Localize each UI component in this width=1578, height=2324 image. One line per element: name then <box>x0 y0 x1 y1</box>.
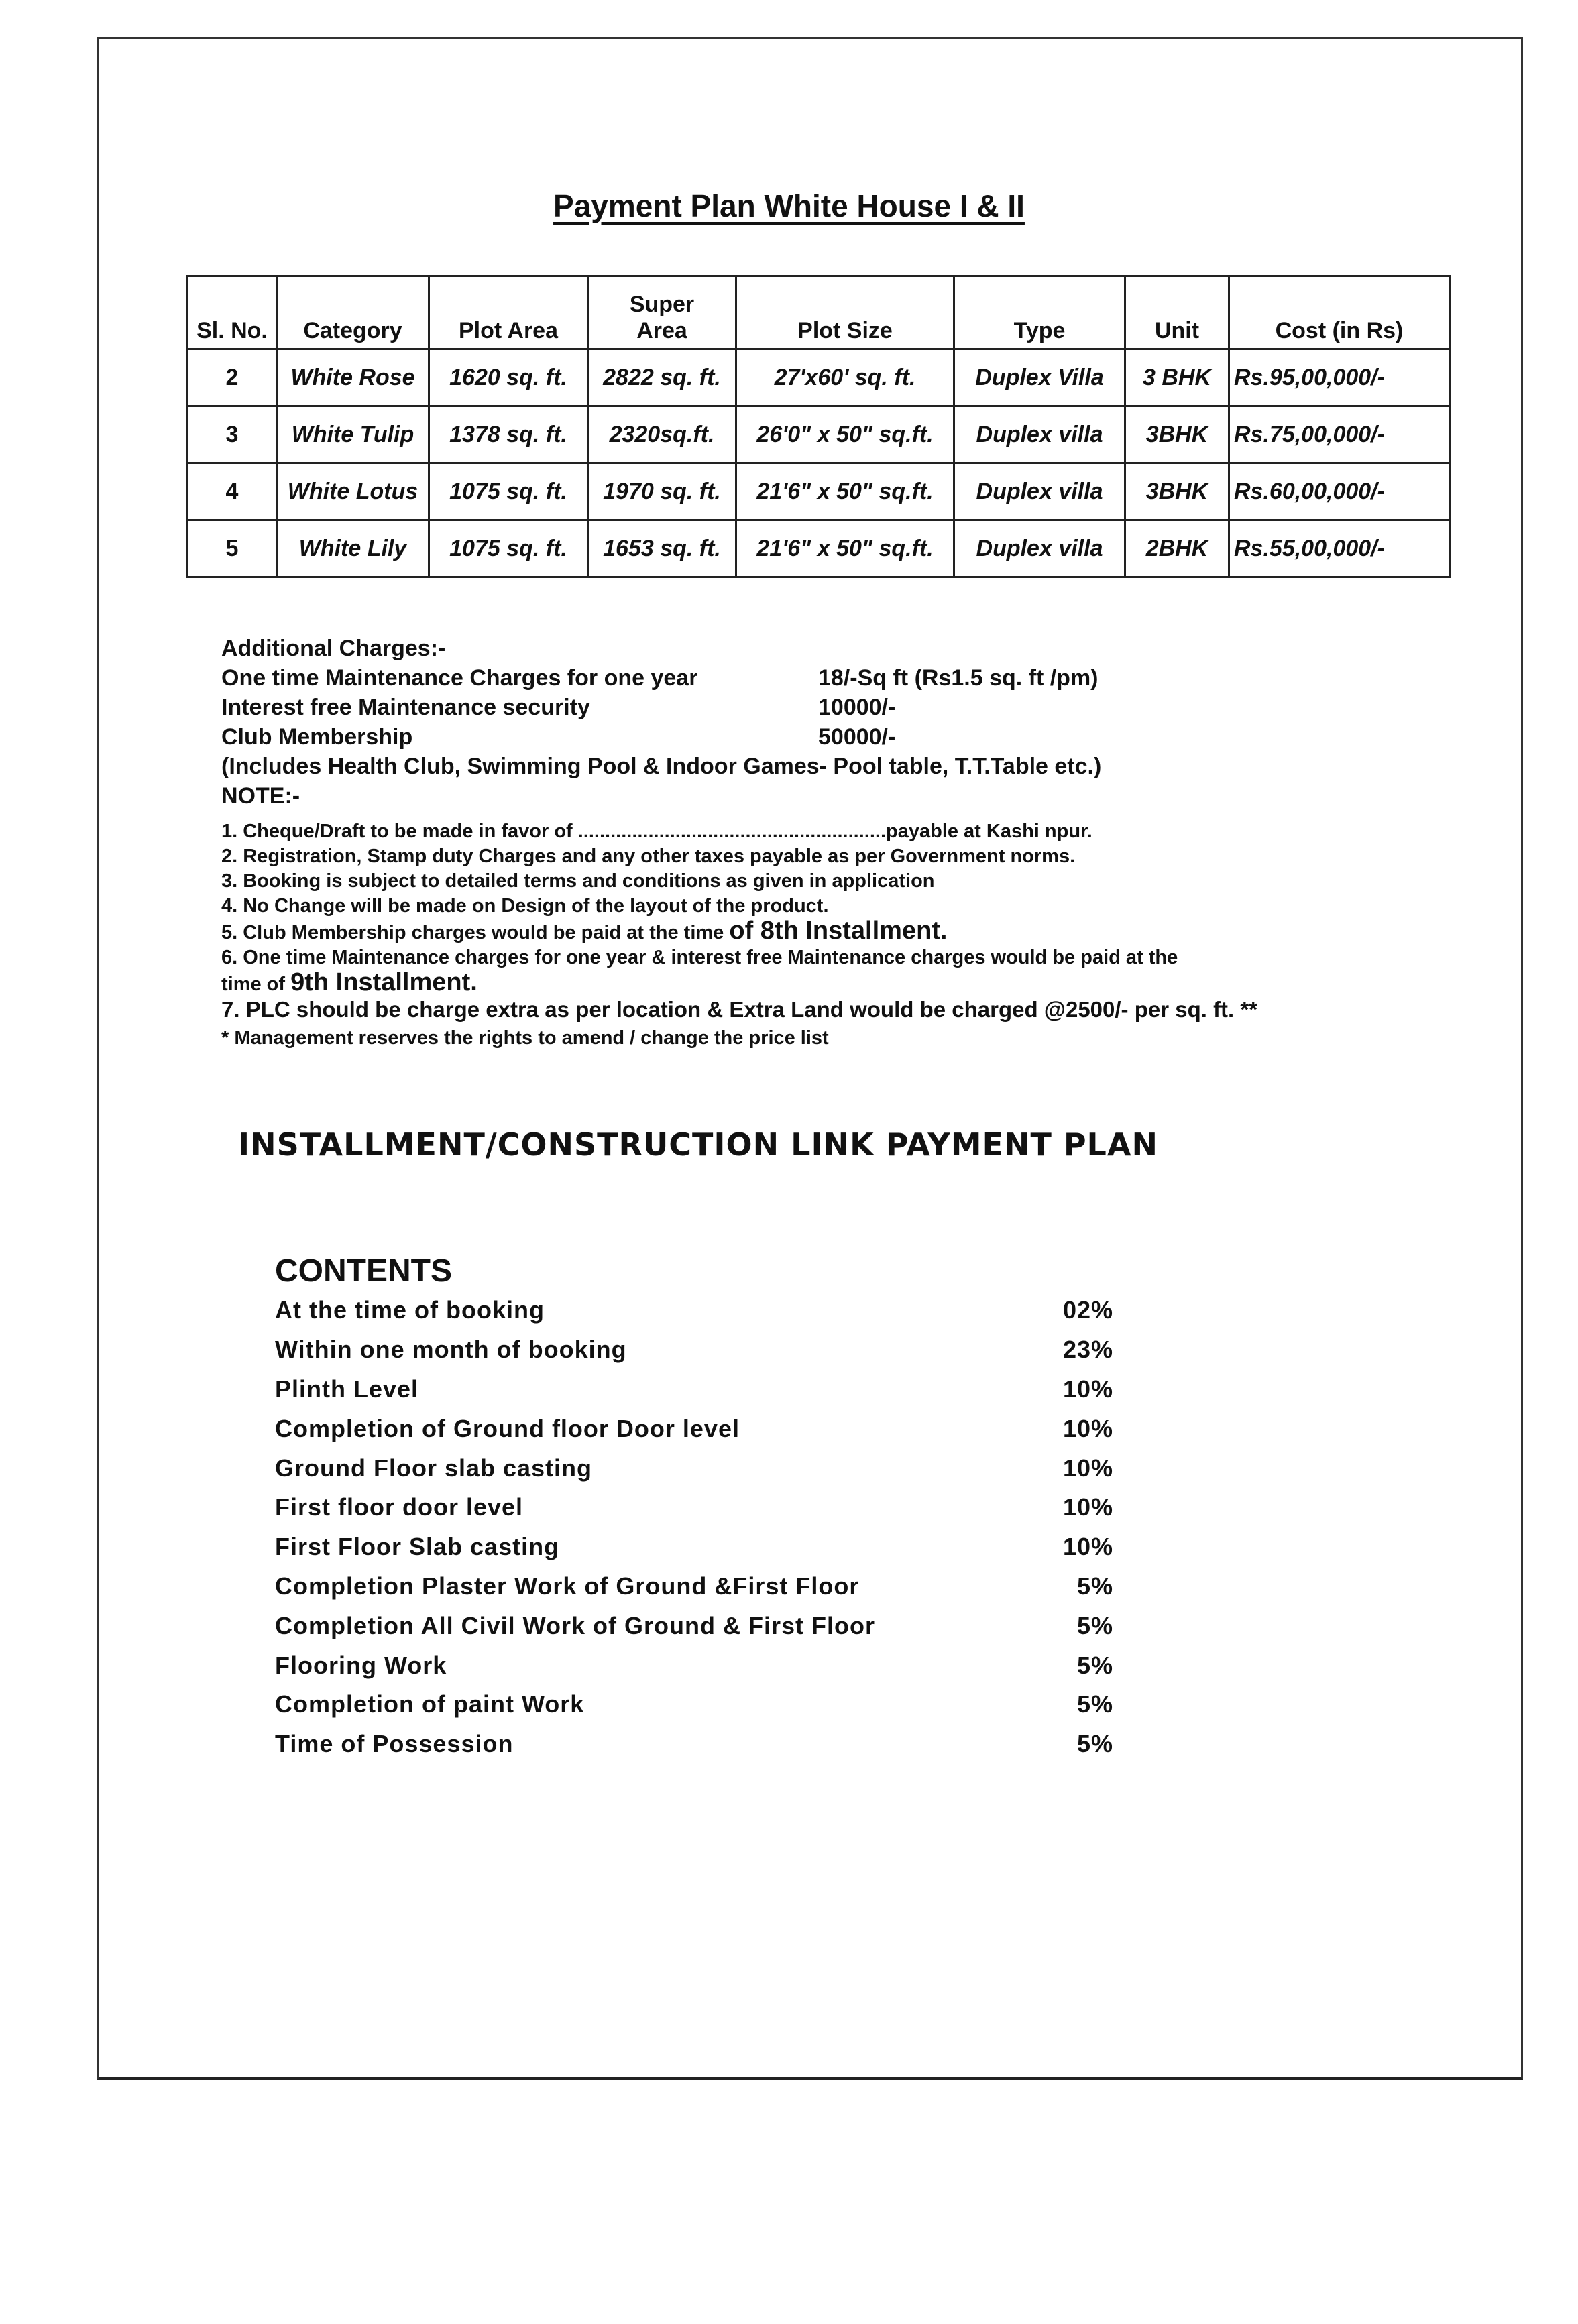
note-item: 3. Booking is subject to detailed terms and conditions as given in application <box>221 870 935 892</box>
cell-category: White Lotus <box>277 463 429 520</box>
contents-heading: CONTENTS <box>275 1253 452 1289</box>
list-item <box>275 1291 1113 1330</box>
cell-unit: 3 BHK <box>1125 349 1229 406</box>
cell-sl-no: 2 <box>188 349 277 406</box>
cell-category: White Tulip <box>277 406 429 463</box>
header-plot-size: Plot Size <box>736 276 954 349</box>
cell-cost: Rs.60,00,000/- <box>1229 463 1450 520</box>
cell-sl-no: 5 <box>188 520 277 577</box>
cell-cost: Rs.75,00,000/- <box>1229 406 1450 463</box>
stage-label: Completion of Ground floor Door level <box>275 1414 740 1442</box>
header-type: Type <box>954 276 1125 349</box>
cell-plot-area: 1075 sq. ft. <box>429 463 588 520</box>
charge-value: 10000/- <box>818 695 896 720</box>
stage-percent: 23% <box>1062 1336 1113 1364</box>
stage-label: Flooring Work <box>275 1651 447 1679</box>
cell-super-area: 2320sq.ft. <box>588 406 736 463</box>
cell-super-area: 1653 sq. ft. <box>588 520 736 577</box>
charge-row <box>221 722 1428 752</box>
header-plot-area: Plot Area <box>429 276 588 349</box>
header-cost: Cost (in Rs) <box>1229 276 1450 349</box>
stage-percent: 10% <box>1062 1533 1113 1561</box>
note-text: time of <box>221 974 291 995</box>
notes-heading: NOTE:- <box>221 783 300 809</box>
stage-percent: 02% <box>1062 1296 1113 1324</box>
note-item: 1. Cheque/Draft to be made in favor of .........................................................payable at Kashi npur. <box>221 821 1092 842</box>
club-includes-text: (Includes Health Club, Swimming Pool & Indoor Games- Pool table, T.T.Table etc.) <box>221 754 1102 779</box>
header-unit: Unit <box>1125 276 1229 349</box>
cell-cost: Rs.95,00,000/- <box>1229 349 1450 406</box>
table-header-row <box>188 276 1450 349</box>
stage-label: Time of Possession <box>275 1730 514 1758</box>
page-title: Payment Plan White House I & II <box>553 188 1025 223</box>
charge-label: One time Maintenance Charges for one year <box>221 665 698 691</box>
cell-plot-size: 21'6" x 50" sq.ft. <box>736 520 954 577</box>
installment-plan-title: INSTALLMENT/CONSTRUCTION LINK PAYMENT PLAN <box>238 1126 1158 1163</box>
cell-unit: 3BHK <box>1125 406 1229 463</box>
cell-plot-size: 21'6" x 50" sq.ft. <box>736 463 954 520</box>
header-super-area-line2: Area <box>636 318 687 343</box>
list-item <box>275 1409 1113 1448</box>
stage-percent: 5% <box>1076 1730 1113 1758</box>
stage-label: At the time of booking <box>275 1296 545 1324</box>
cell-sl-no: 4 <box>188 463 277 520</box>
cell-unit: 3BHK <box>1125 463 1229 520</box>
note-item: 7. PLC should be charge extra as per location & Extra Land would be charged @2500/- per sq. ft. ** <box>221 997 1258 1022</box>
contents-list <box>275 1291 1113 1764</box>
table-row <box>188 406 1450 463</box>
list-item <box>275 1645 1113 1685</box>
charge-label: Club Membership <box>221 724 413 750</box>
cell-plot-area: 1075 sq. ft. <box>429 520 588 577</box>
charge-label: Interest free Maintenance security <box>221 695 590 720</box>
cell-super-area: 2822 sq. ft. <box>588 349 736 406</box>
stage-label: First floor door level <box>275 1493 524 1521</box>
cell-category: White Rose <box>277 349 429 406</box>
note-item <box>221 970 1449 997</box>
charge-value: 50000/- <box>818 724 896 750</box>
note-item: 6. One time Maintenance charges for one year & interest free Maintenance charges would be paid at the <box>221 947 1178 968</box>
charge-row <box>221 693 1428 722</box>
header-super-area-line1: Super <box>629 292 695 317</box>
stage-label: Within one month of booking <box>275 1336 627 1364</box>
table-row <box>188 463 1450 520</box>
header-sl-no: Sl. No. <box>188 276 277 349</box>
note-item <box>221 919 1449 945</box>
stage-percent: 5% <box>1076 1651 1113 1679</box>
cell-type: Duplex villa <box>954 463 1125 520</box>
list-item <box>275 1448 1113 1488</box>
list-item <box>275 1725 1113 1764</box>
cell-sl-no: 3 <box>188 406 277 463</box>
cell-plot-area: 1378 sq. ft. <box>429 406 588 463</box>
stage-label: Completion Plaster Work of Ground &First Floor <box>275 1572 860 1600</box>
cell-type: Duplex villa <box>954 520 1125 577</box>
charge-value: 18/-Sq ft (Rs1.5 sq. ft /pm) <box>818 665 1098 691</box>
stage-label: Plinth Level <box>275 1375 419 1403</box>
charge-row <box>221 663 1428 693</box>
list-item <box>275 1527 1113 1567</box>
cell-unit: 2BHK <box>1125 520 1229 577</box>
cell-plot-size: 27'x60' sq. ft. <box>736 349 954 406</box>
note-emphasis: 9th Installment. <box>290 968 477 996</box>
note-item: 2. Registration, Stamp duty Charges and any other taxes payable as per Government norms. <box>221 846 1076 867</box>
list-item <box>275 1606 1113 1645</box>
stage-label: First Floor Slab casting <box>275 1533 560 1561</box>
notes-list <box>221 819 1449 1051</box>
additional-charges-heading: Additional Charges:- <box>221 636 446 661</box>
note-text: 5. Club Membership charges would be paid at the time <box>221 922 730 943</box>
management-disclaimer: * Management reserves the rights to amend / change the price list <box>221 1027 829 1049</box>
cell-super-area: 1970 sq. ft. <box>588 463 736 520</box>
cell-plot-area: 1620 sq. ft. <box>429 349 588 406</box>
stage-percent: 10% <box>1062 1375 1113 1403</box>
header-super-area <box>588 276 736 349</box>
stage-label: Completion of paint Work <box>275 1690 585 1719</box>
list-item <box>275 1567 1113 1607</box>
note-item: 4. No Change will be made on Design of the layout of the product. <box>221 895 829 917</box>
payment-plan-table <box>186 275 1451 578</box>
table-row <box>188 349 1450 406</box>
note-emphasis: of 8th Installment. <box>729 917 948 945</box>
stage-percent: 10% <box>1062 1454 1113 1482</box>
stage-label: Completion All Civil Work of Ground & First Floor <box>275 1611 875 1639</box>
stage-label: Ground Floor slab casting <box>275 1454 593 1482</box>
stage-percent: 10% <box>1062 1493 1113 1521</box>
list-item <box>275 1330 1113 1370</box>
stage-percent: 5% <box>1076 1690 1113 1719</box>
list-item <box>275 1685 1113 1725</box>
cell-cost: Rs.55,00,000/- <box>1229 520 1450 577</box>
list-item <box>275 1488 1113 1527</box>
additional-charges <box>221 634 1428 811</box>
stage-percent: 10% <box>1062 1414 1113 1442</box>
stage-percent: 5% <box>1076 1572 1113 1600</box>
header-category: Category <box>277 276 429 349</box>
table-row <box>188 520 1450 577</box>
list-item <box>275 1370 1113 1409</box>
stage-percent: 5% <box>1076 1611 1113 1639</box>
cell-type: Duplex villa <box>954 406 1125 463</box>
cell-plot-size: 26'0" x 50" sq.ft. <box>736 406 954 463</box>
cell-category: White Lily <box>277 520 429 577</box>
cell-type: Duplex Villa <box>954 349 1125 406</box>
